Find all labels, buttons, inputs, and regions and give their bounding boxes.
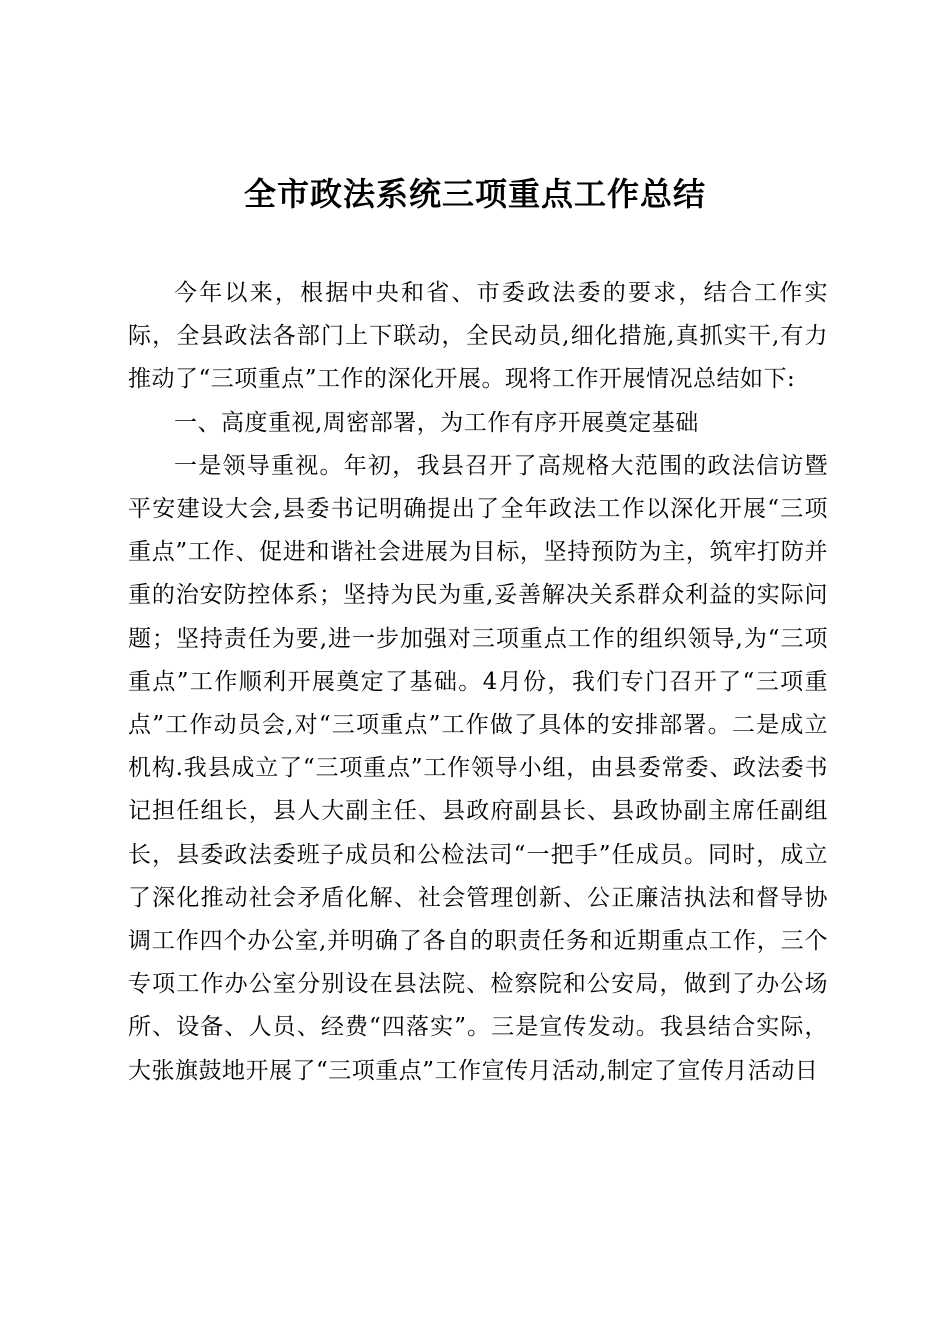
intro-paragraph: 今年以来，根据中央和省、市委政法委的要求，结合工作实际，全县政法各部门上下联动，全民动员,细化措施,真抓实干,有力推动了“三项重点”工作的深化开展。现将工作开展情况总结如下: <box>128 280 828 393</box>
document-body <box>128 272 828 1093</box>
section-heading: 一、高度重视,周密部署，为工作有序开展奠定基础 <box>174 409 699 436</box>
document-title: 全市政法系统三项重点工作总结 <box>243 175 706 213</box>
body-paragraph: 一是领导重视。年初，我县召开了高规格大范围的政法信访暨平安建设大会,县委书记明确提出了全年政法工作以深化开展“三项重点”工作、促进和谐社会进展为目标，坚持预防为主，筑牢打防并重的治安防控体系；坚持为民为重,妥善解决关系群众利益的实际问题；坚持责任为要,进一步加强对三项重点工作的组织领导,为“三项重点”工作顺利开展奠定了基础。4月份，我们专门召开了“三项重点”工作动员会,对“三项重点”工作做了具体的安排部署。二是成立机构.我县成立了“三项重点”工作领导小组，由县委常委、政法委书记担任组长，县人大副主任、县政府副县长、县政协副主席任副组长，县委政法委班子成员和公检法司“一把手”任成员。同时，成立了深化推动社会矛盾化解、社会管理创新、公正廉洁执法和督导协调工作四个办公室,并明确了各自的职责任务和近期重点工作，三个专项工作办公室分别设在县法院、检察院和公安局，做到了办公场所、设备、人员、经费“四落实”。三是宣传发动。我县结合实际，大张旗鼓地开展了“三项重点”工作宣传月活动,制定了宣传月活动日 <box>128 452 828 1084</box>
